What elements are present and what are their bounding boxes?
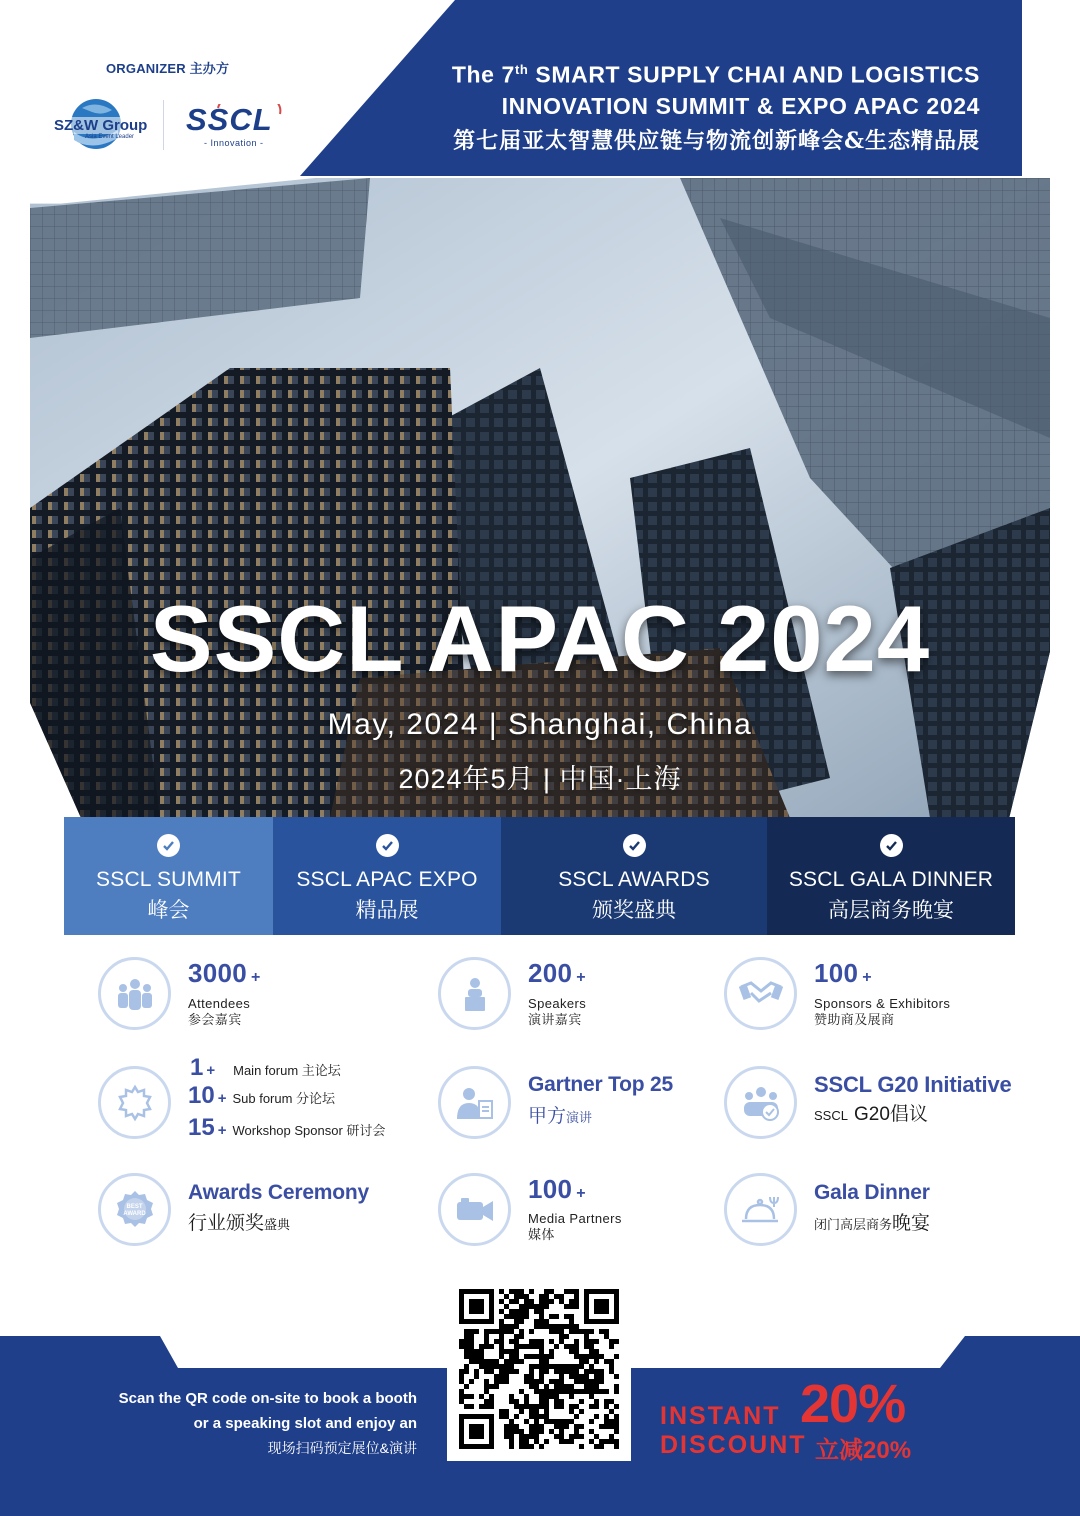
speaker-podium-icon	[438, 957, 511, 1030]
event-title-line1: The 7th SMART SUPPLY CHAI AND LOGISTICS	[451, 61, 980, 88]
promo-instant: INSTANT	[660, 1402, 781, 1430]
award-badge-icon	[98, 1173, 171, 1246]
gala-cn: 闭门高层商务晚宴	[814, 1213, 931, 1234]
checkmark-icon	[623, 834, 646, 857]
group-check-icon	[724, 1066, 797, 1139]
hero-title: SSCL APAC 2024	[149, 586, 931, 691]
g20-title: SSCL G20 Initiative	[814, 1072, 1012, 1097]
speakers-count: 200 +	[528, 958, 586, 988]
footer-line-3: 现场扫码预定展位&演讲	[267, 1440, 417, 1456]
forum-row-workshop: 15 + Workshop Sponsor 研讨会	[188, 1114, 386, 1141]
gala-title: Gala Dinner	[814, 1181, 930, 1204]
awards-cn: 行业颁奖盛典	[188, 1213, 291, 1234]
handshake-icon	[724, 957, 797, 1030]
promo-percent: 20%	[800, 1374, 906, 1434]
tab-sscl-awards	[501, 817, 767, 935]
tab-label-en: SSCL SUMMIT	[96, 868, 241, 891]
checkmark-icon	[376, 834, 399, 857]
tab-sscl-summit	[64, 817, 273, 935]
speakers-label: Speakers 演讲嘉宾	[528, 996, 587, 1027]
media-label: Media Partners 媒体	[528, 1211, 622, 1242]
tab-sscl-apac-expo	[273, 817, 501, 935]
video-camera-icon	[438, 1173, 511, 1246]
sponsors-count: 100 +	[814, 958, 872, 988]
tab-label-cn: 精品展	[355, 899, 419, 922]
presenter-icon	[438, 1066, 511, 1139]
footer-line-2: or a speaking slot and enjoy an	[193, 1415, 417, 1432]
checkmark-icon	[880, 834, 903, 857]
promo-discount-cn: 立减20%	[815, 1437, 912, 1464]
checkmark-icon	[157, 834, 180, 857]
attendees-label: Attendees 参会嘉宾	[188, 996, 251, 1027]
sscl-logo-tagline: - Innovation -	[204, 138, 264, 148]
media-count: 100 +	[528, 1174, 586, 1204]
event-title	[452, 54, 980, 160]
tab-label-cn: 高层商务晚宴	[828, 899, 954, 922]
attendees-count: 3000 +	[188, 958, 261, 988]
gartner-cn: 甲方演讲	[528, 1106, 593, 1127]
tab-label-cn: 峰会	[147, 899, 190, 922]
awards-title: Awards Ceremony	[188, 1181, 370, 1204]
award-badge-text: BEST AWARD	[123, 1204, 146, 1217]
g20-sub: SSCL G20倡议	[814, 1104, 928, 1125]
sscl-logo-text: SSCL	[186, 102, 273, 137]
tab-label-en: SSCL AWARDS	[558, 868, 710, 891]
event-title-line2: INNOVATION SUMMIT & EXPO APAC 2024	[501, 92, 980, 119]
sponsors-label: Sponsors & Exhibitors 赞助商及展商	[814, 996, 951, 1027]
forum-row-main: 1 + Main forum 主论坛	[190, 1054, 341, 1081]
szw-logo-tagline: Asia Event Leader	[85, 134, 135, 140]
logo-divider	[163, 100, 164, 150]
tab-label-en: SSCL APAC EXPO	[296, 868, 478, 891]
tab-sscl-gala-dinner	[767, 817, 1015, 935]
gear-icon	[98, 1066, 171, 1139]
hero-date-en: May, 2024 | Shanghai, China	[327, 708, 753, 741]
tab-label-en: SSCL GALA DINNER	[788, 868, 994, 891]
footer-cta-text	[119, 1386, 417, 1461]
forum-row-sub: 10 + Sub forum 分论坛	[188, 1082, 336, 1109]
promo-discount: DISCOUNT	[660, 1431, 807, 1459]
organizer-label: ORGANIZER 主办方	[106, 61, 230, 76]
crowd-icon	[98, 957, 171, 1030]
szw-logo-text: SZ&W Group	[54, 117, 148, 134]
hero-date-cn: 2024年5月 | 中国·上海	[398, 764, 682, 794]
event-title-cn: 第七届亚太智慧供应链与物流创新峰会&生态精品展	[453, 127, 980, 154]
footer-line-1: Scan the QR code on-site to book a booth	[118, 1390, 417, 1407]
event-sections	[64, 817, 1015, 935]
qr-code[interactable]	[447, 1277, 631, 1461]
gartner-title: Gartner Top 25	[528, 1073, 674, 1096]
dinner-cloche-icon	[724, 1173, 797, 1246]
tab-label-cn: 颁奖盛典	[592, 899, 676, 922]
